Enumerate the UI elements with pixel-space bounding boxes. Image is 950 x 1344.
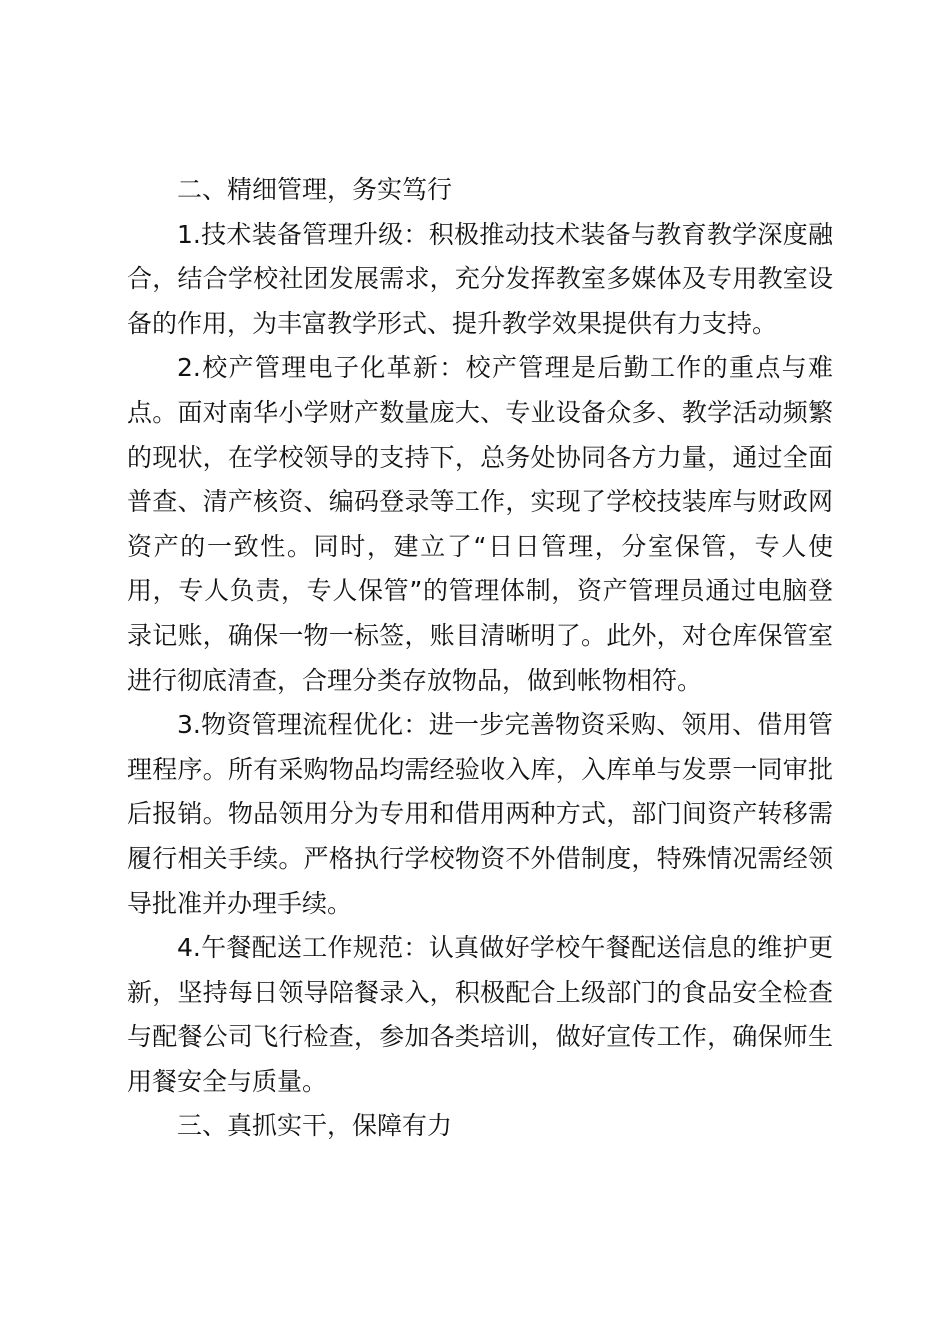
paragraph-asset-management: 2.校产管理电子化革新：校产管理是后勤工作的重点与难点。面对南华小学财产数量庞大、专业设备众多、教学活动频繁的现状，在学校领导的支持下，总务处协同各方力量，通过全面普查、清产核资、编码登录等工作，实现了学校技装库与财政网资产的一致性。同时，建立了“日日管理，分室保管，专人使用，专人负责，专人保管”的管理体制，资产管理员通过电脑登录记账，确保一物一标签，账目清晰明了。此外，对仓库保管室进行彻底清查，合理分类存放物品，做到帐物相符。 xyxy=(127,353,833,695)
section-heading-2: 二、精细管理，务实笃行 xyxy=(177,175,453,204)
document-body xyxy=(127,168,833,1149)
section-heading-3: 三、真抓实干，保障有力 xyxy=(177,1111,453,1141)
paragraph-lunch-delivery: 4.午餐配送工作规范：认真做好学校午餐配送信息的维护更新，坚持每日领导陪餐录入，积极配合上级部门的食品安全检查与配餐公司飞行检查，参加各类培训，做好宣传工作，确保师生用餐安全与质量。 xyxy=(127,933,833,1096)
paragraph-equipment-management: 1.技术装备管理升级：积极推动技术装备与教育教学深度融合，结合学校社团发展需求，充分发挥教室多媒体及专用教室设备的作用，为丰富教学形式、提升教学效果提供有力支持。 xyxy=(127,219,833,338)
paragraph-materials-management: 3.物资管理流程优化：进一步完善物资采购、领用、借用管理程序。所有采购物品均需经验收入库，入库单与发票一同审批后报销。物品领用分为专用和借用两种方式，部门间资产转移需履行相关手续。严格执行学校物资不外借制度，特殊情况需经领导批准并办理手续。 xyxy=(127,710,833,918)
